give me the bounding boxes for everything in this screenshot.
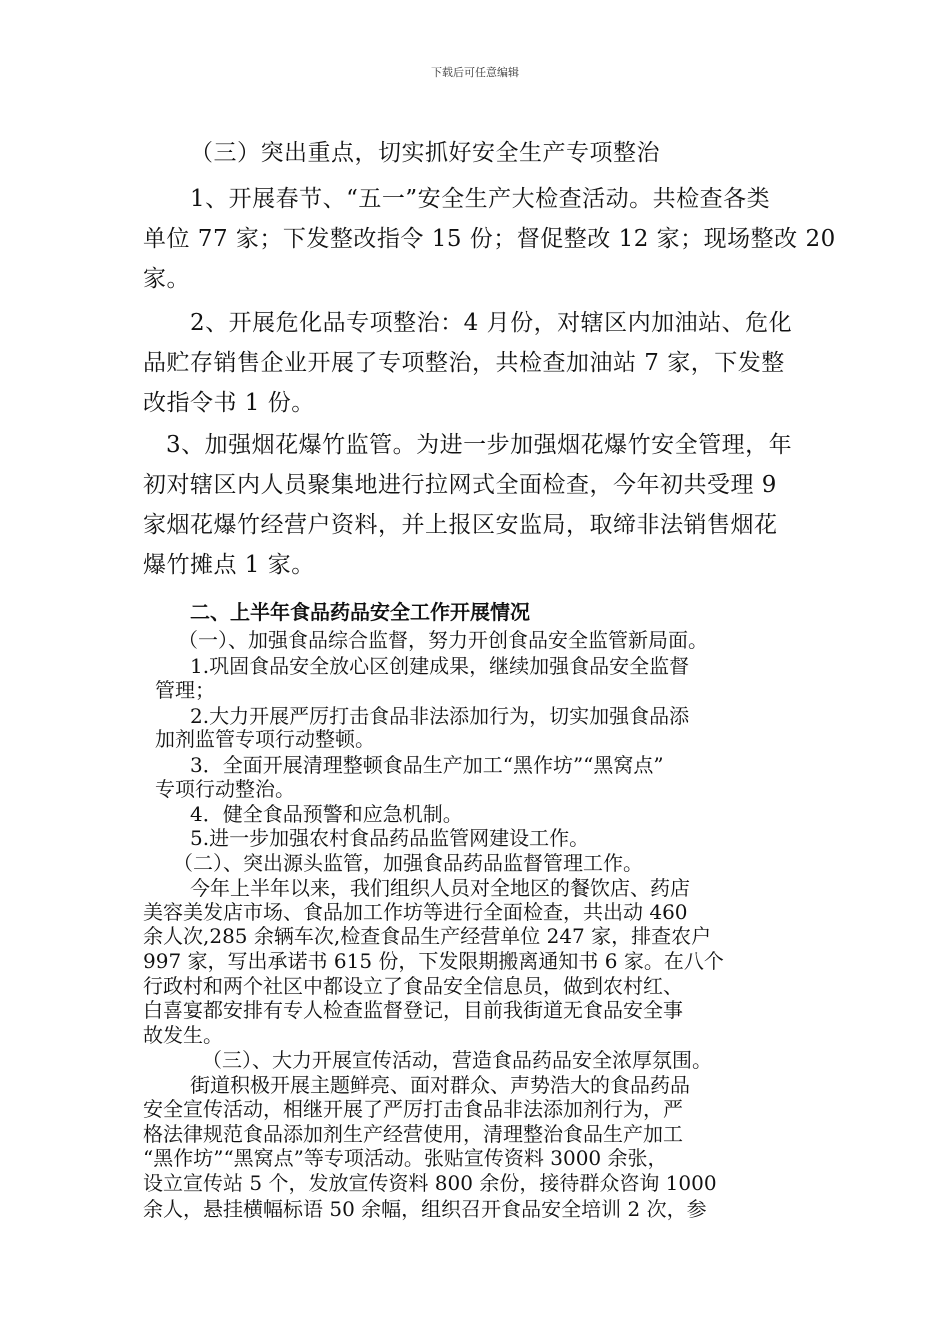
paragraph-line: 爆竹摊点 1 家。 (143, 552, 315, 578)
list-line: 3．全面开展清理整顿食品生产加工“黑作坊”“黑窝点” (190, 753, 664, 777)
paragraph-line: 单位 77 家；下发整改指令 15 份；督促整改 12 家；现场整改 20 (143, 226, 836, 252)
paragraph-line: 初对辖区内人员聚集地进行拉网式全面检查，今年初共受理 9 (143, 472, 777, 498)
list-line: 加剂监管专项行动整顿。 (155, 727, 375, 751)
list-line: 2.大力开展严厉打击食品非法添加行为，切实加强食品添 (190, 704, 690, 728)
paragraph-line: 品贮存销售企业开展了专项整治，共检查加油站 7 家，下发整 (143, 350, 785, 376)
section-heading: 二、上半年食品药品安全工作开展情况 (190, 600, 530, 624)
paragraph-line: 故发生。 (143, 1023, 223, 1047)
sub-heading: （三）、大力开展宣传活动，营造食品药品安全浓厚氛围。 (202, 1048, 712, 1072)
paragraph-line: 余人，悬挂横幅标语 50 余幅，组织召开食品安全培训 2 次，参 (143, 1197, 707, 1221)
list-line: 管理； (155, 678, 215, 702)
paragraph-line: 今年上半年以来，我们组织人员对全地区的餐饮店、药店 (190, 876, 690, 900)
list-line: 1.巩固食品安全放心区创建成果，继续加强食品安全监督 (190, 654, 690, 678)
paragraph-line: 格法律规范食品添加剂生产经营使用，清理整治食品生产加工 (143, 1122, 683, 1146)
paragraph-line: 安全宣传活动，相继开展了严厉打击食品非法添加剂行为，严 (143, 1097, 683, 1121)
paragraph-line: 白喜宴都安排有专人检查监督登记，目前我街道无食品安全事 (143, 998, 683, 1022)
paragraph-line: 街道积极开展主题鲜亮、面对群众、声势浩大的食品药品 (190, 1073, 690, 1097)
paragraph-line: 997 家，写出承诺书 615 份，下发限期搬离通知书 6 家。在八个 (143, 949, 724, 973)
paragraph-line: 1、开展春节、“五一”安全生产大检查活动。共检查各类 (190, 186, 771, 212)
paragraph-line: 行政村和两个社区中都设立了食品安全信息员，做到农村红、 (143, 974, 683, 998)
section-title: （三）突出重点，切实抓好安全生产专项整治 (190, 140, 660, 166)
list-line: 专项行动整治。 (155, 777, 295, 801)
paragraph-line: 设立宣传站 5 个，发放宣传资料 800 余份，接待群众咨询 1000 (143, 1171, 717, 1195)
page-header: 下载后可任意编辑 (431, 66, 519, 79)
sub-heading: （一）、加强食品综合监督，努力开创食品安全监管新局面。 (178, 628, 708, 652)
paragraph-line: 改指令书 1 份。 (143, 390, 315, 416)
list-line: 4．健全食品预警和应急机制。 (190, 802, 463, 826)
list-line: 5.进一步加强农村食品药品监管网建设工作。 (190, 826, 590, 850)
sub-heading: （二）、突出源头监管，加强食品药品监督管理工作。 (173, 851, 643, 875)
paragraph-line: “黑作坊”“黑窝点”等专项活动。张贴宣传资料 3000 余张， (143, 1146, 668, 1170)
paragraph-line: 2、开展危化品专项整治：4 月份，对辖区内加油站、危化 (190, 310, 793, 336)
paragraph-line: 家烟花爆竹经营户资料，并上报区安监局，取缔非法销售烟花 (143, 512, 778, 538)
paragraph-line: 家。 (143, 266, 190, 292)
paragraph-line: 美容美发店市场、食品加工作坊等进行全面检查，共出动 460 (143, 900, 688, 924)
paragraph-line: 3、加强烟花爆竹监管。为进一步加强烟花爆竹安全管理，年 (166, 432, 793, 458)
paragraph-line: 余人次,285 余辆车次,检查食品生产经营单位 247 家，排查农户 (143, 924, 712, 948)
